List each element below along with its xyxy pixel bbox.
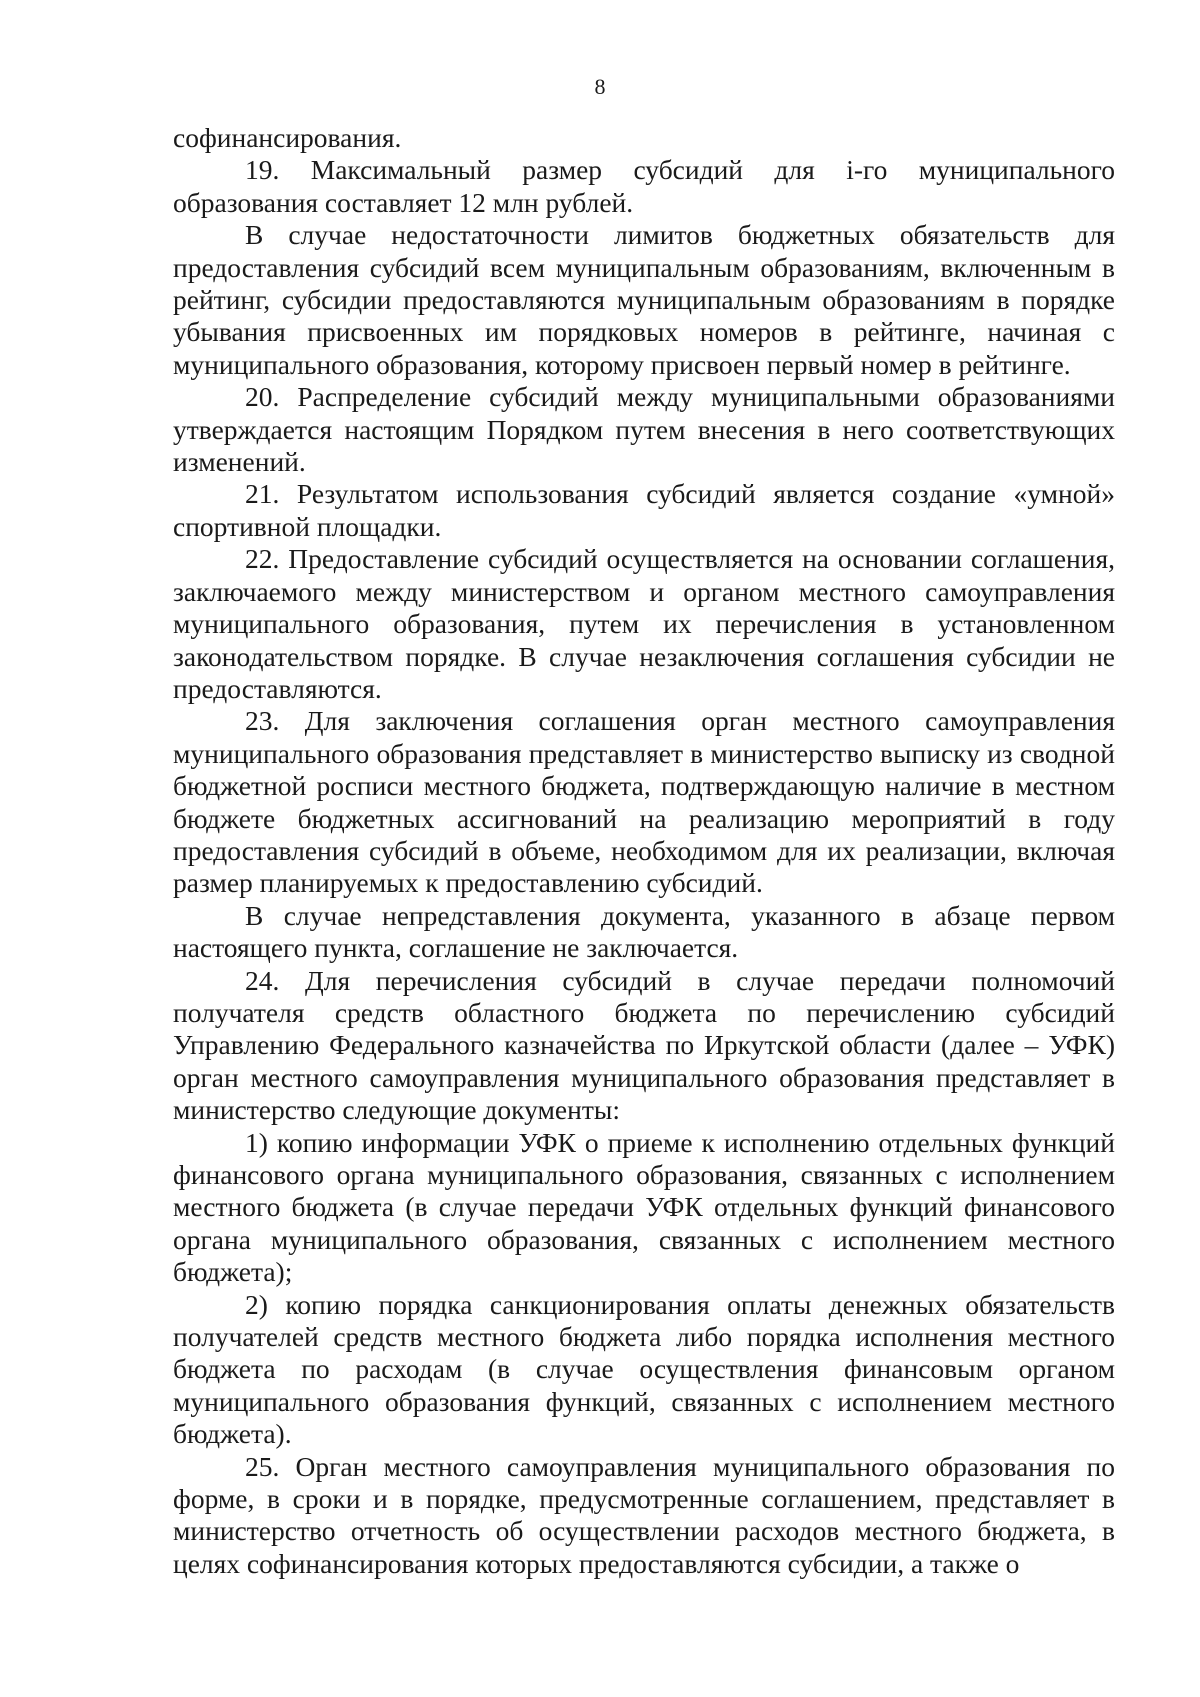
paragraph-continuation: софинансирования. [173,122,402,153]
paragraph-item-22: 22. Предоставление субсидий осуществляется на основании соглашения, заключаемого между министерством и органом местного самоуправления муниципального образования, путем их перечисления в установленном законодательством порядке. В случае незаключения соглашения субсидии не предоставляются. [173,543,1115,704]
paragraph-item-23-absence: В случае непредставления документа, указанного в абзаце первом настоящего пункта, соглашение не заключается. [173,899,1115,964]
paragraph-item-19-limits: В случае недостаточности лимитов бюджетных обязательств для предоставления субсидий всем муниципальным образованиям, включенным в рейтинг, субсидии предоставляются муниципальным образованиям в порядке убывания присвоенных им порядковых номеров в рейтинге, начиная с муниципального образования, которому присвоен первый номер в рейтинге. [173,219,1115,380]
paragraph-item-20: 20. Распределение субсидий между муниципальными образованиями утверждается настоящим Порядком путем внесения в него соответствующих изменений. [173,381,1115,478]
paragraph-item-24-sub-2: 2) копию порядка санкционирования оплаты денежных обязательств получателей средств местного бюджета либо порядка исполнения местного бюджета по расходам (в случае осуществления финансовым органом муниципального образования функций, связанных с исполнением местного бюджета). [173,1288,1115,1450]
paragraph-item-19: 19. Максимальный размер субсидий для i-го муниципального образования составляет 12 млн рублей. [173,154,1115,218]
paragraph-item-23: 23. Для заключения соглашения орган местного самоуправления муниципального образования представляет в министерство выписку из сводной бюджетной росписи местного бюджета, подтверждающую наличие в местном бюджете бюджетных ассигнований на реализацию мероприятий в году предоставления субсидий в объеме, необходимом для их реализации, включая размер планируемых к предоставлению субсидий. [173,705,1115,899]
page-number: 8 [594,74,606,99]
document-body [173,122,1115,1580]
paragraph-item-21: 21. Результатом использования субсидий является создание «умной» спортивной площадки. [173,478,1115,542]
paragraph-item-25: 25. Орган местного самоуправления муниципального образования по форме, в сроки и в порядке, предусмотренные соглашением, представляет в министерство отчетность об осуществлении расходов местного бюджета, в целях софинансирования которых предоставляются субсидии, а также о [173,1450,1115,1579]
paragraph-item-24-sub-1: 1) копию информации УФК о приеме к исполнению отдельных функций финансового органа муниципального образования, связанных с исполнением местного бюджета (в случае передачи УФК отдельных функций финансового органа муниципального образования, связанных с исполнением местного бюджета); [173,1126,1115,1288]
paragraph-item-24: 24. Для перечисления субсидий в случае передачи полномочий получателя средств областного бюджета по перечислению субсидий Управлению Федерального казначейства по Иркутской области (далее – УФК) орган местного самоуправления муниципального образования представляет в министерство следующие документы: [173,964,1115,1126]
